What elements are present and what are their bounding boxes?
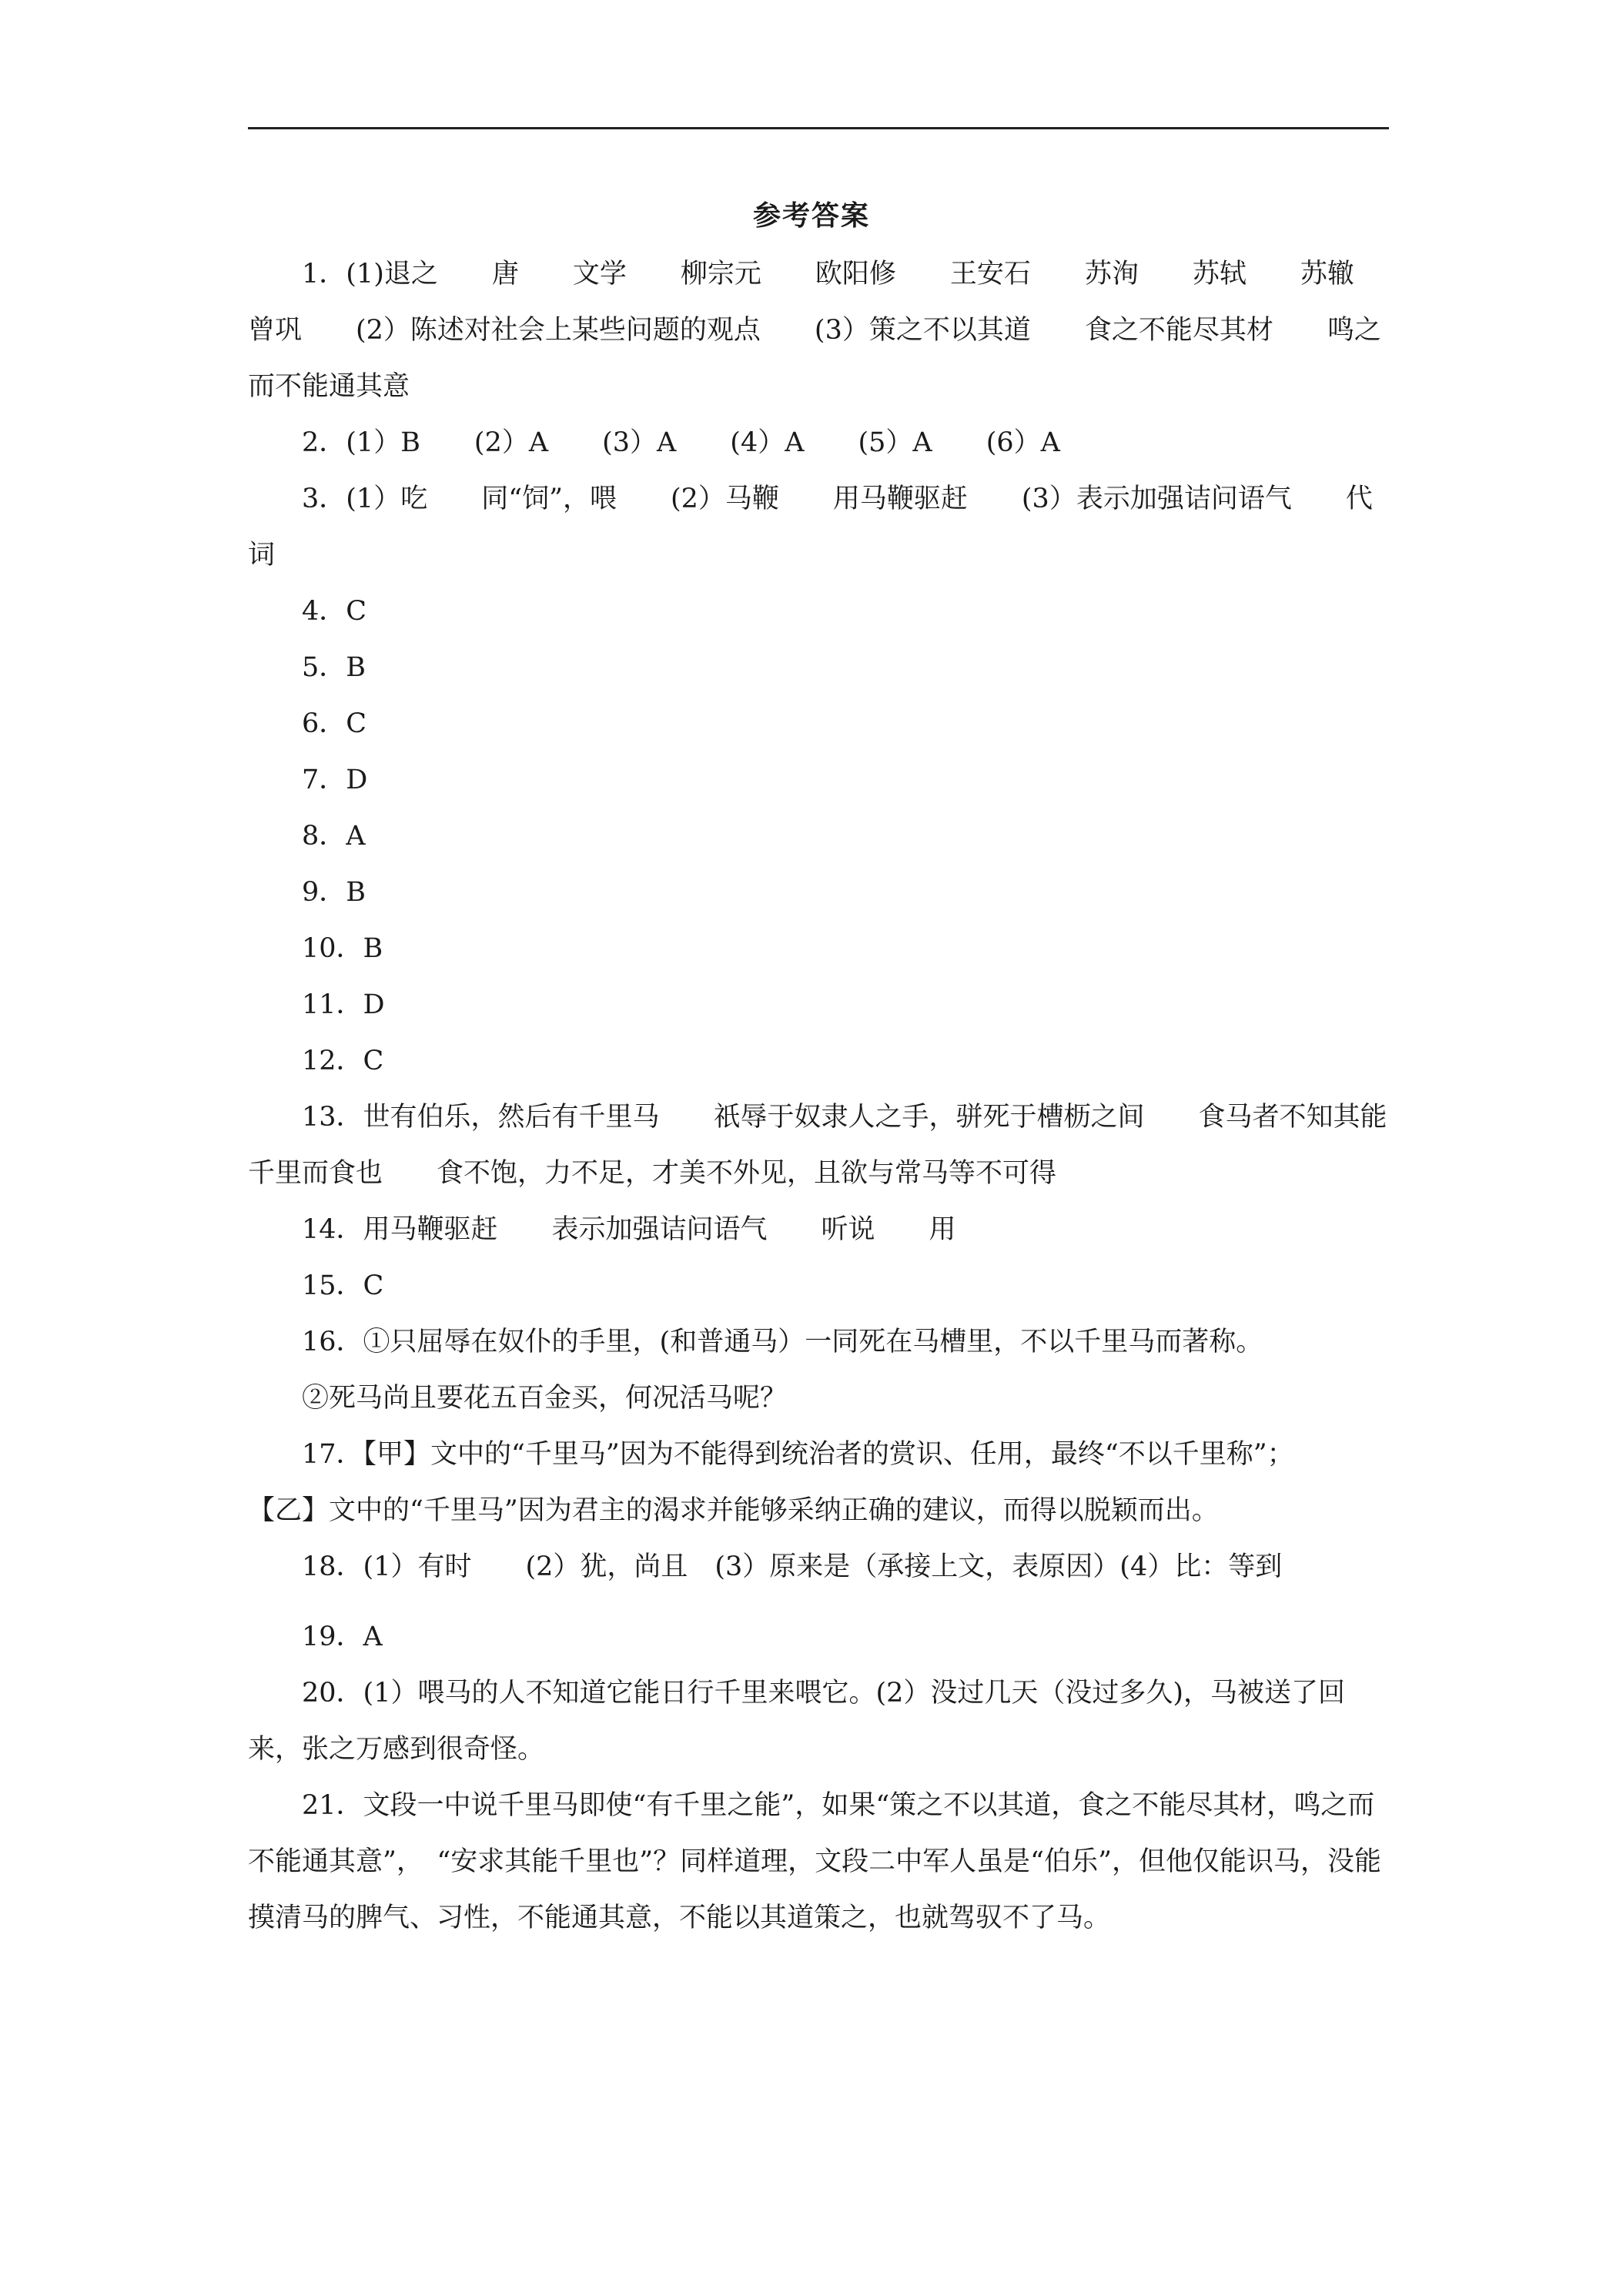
answer-item: 1．(1)退之 唐 文学 柳宗元 欧阳修 王安石 苏洵 苏轼 苏辙 曾巩 (2）陈述对社会上某些问题的观点 (3）策之不以其道 食之不能尽其材 鸣之而不能通其意: [248, 259, 1408, 402]
answer-item: 3．(1）吃 同“饲”，喂 (2）马鞭 用马鞭驱赶 (3）表示加强诘问语气 代词: [248, 484, 1373, 571]
answer-item: 9．B: [302, 877, 366, 908]
answer-item: 4．C: [302, 596, 367, 627]
answer-item: 5．B: [302, 652, 366, 683]
answer-item: 2．(1）B (2）A (3）A (4）A (5）A (6）A: [302, 427, 1060, 458]
answer-item: 13．世有伯乐，然后有千里马 祇辱于奴隶人之手，骈死于槽枥之间 食马者不知其能千里而食也 食不饱，力不足，才美不外见，且欲与常马等不可得: [248, 1102, 1387, 1189]
answer-item: 21．文段一中说千里马即使“有千里之能”，如果“策之不以其道，食之不能尽其材，鸣之而不能通其意”， “安求其能千里也”？同样道理，文段二中军人虽是“伯乐”，但他仅能识马，没能摸清马的脾气、习性，不能通其意，不能以其道策之，也就驾驭不了马。: [248, 1790, 1381, 1933]
answer-item: 7．D: [302, 765, 368, 795]
header-rule: [248, 127, 1389, 129]
answer-item: 20．(1）喂马的人不知道它能日行千里来喂它。(2）没过几天（没过多久)，马被送了回来，张之万感到很奇怪。: [248, 1678, 1346, 1765]
answer-item: 10．B: [302, 933, 383, 964]
answer-item: 14．用马鞭驱赶 表示加强诘问语气 听说 用: [302, 1214, 956, 1245]
answer-list: [248, 246, 1408, 1946]
answer-item: 8．A: [302, 821, 366, 852]
answer-item: 12．C: [302, 1046, 384, 1076]
answer-item: 6．C: [302, 708, 367, 739]
answer-item: 19．A: [302, 1622, 383, 1652]
answer-item: 【乙】文中的“千里马”因为君主的渴求并能够采纳正确的建议，而得以脱颖而出。: [248, 1495, 1219, 1526]
answer-item: 16．①只屈辱在奴仆的手里，(和普通马）一同死在马槽里，不以千里马而著称。: [302, 1327, 1263, 1357]
answer-item: 18．(1）有时 (2）犹，尚且 (3）原来是（承接上文，表原因）(4）比：等到: [302, 1551, 1283, 1582]
answer-item: 11．D: [302, 989, 385, 1020]
answer-item: 15．C: [302, 1270, 384, 1301]
answer-item: 17．【甲】文中的“千里马”因为不能得到统治者的赏识、任用，最终“不以千里称”；: [302, 1439, 1294, 1470]
answer-item: ②死马尚且要花五百金买，何况活马呢？: [302, 1383, 788, 1414]
page-title: 参考答案: [752, 199, 870, 232]
